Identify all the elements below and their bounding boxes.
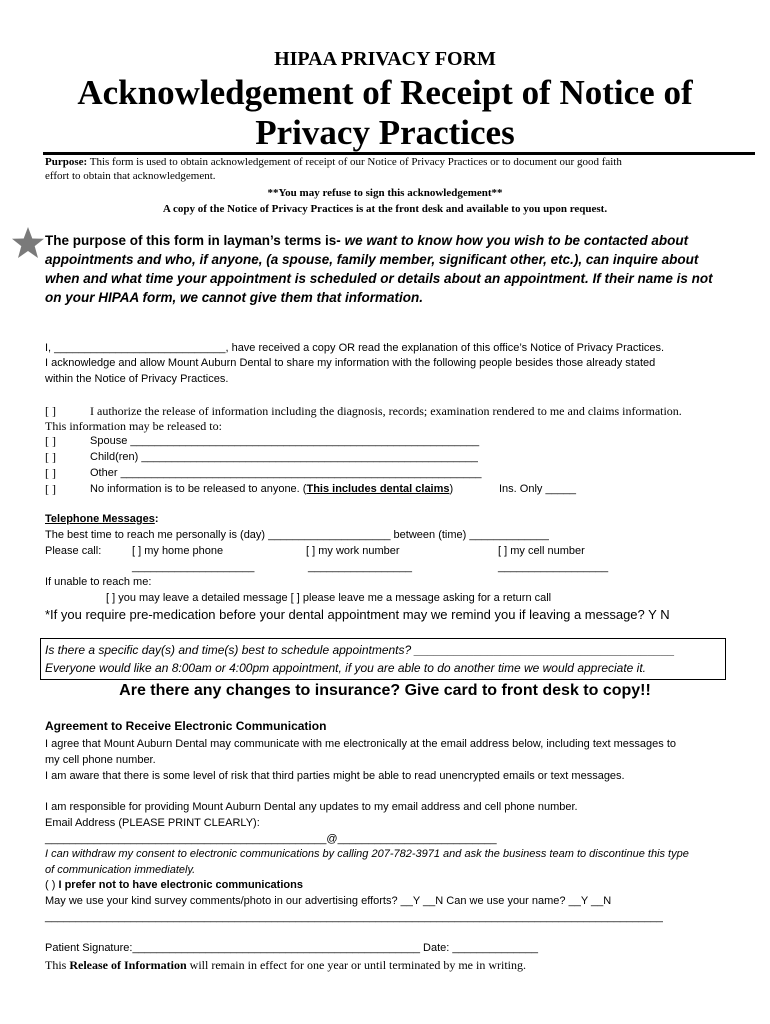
electronic-p2: my cell phone number. xyxy=(45,754,156,766)
work-number-option[interactable]: [ ] my work number xyxy=(306,545,400,557)
release-to-text: This information may be released to: xyxy=(45,419,222,433)
star-icon xyxy=(11,226,45,260)
email-field[interactable]: ______________________________________________@__________________________ xyxy=(45,833,497,845)
children-checkbox[interactable]: [ ] xyxy=(45,450,56,464)
dental-claims-note: This includes dental claims xyxy=(306,483,450,495)
layman-line3: when and what time your appointment is scheduled or details about an appointment. If their name is not xyxy=(45,271,713,286)
layman-line2: appointments and who, if anyone, (a spouse, family member, significant other, etc.), can inquire about xyxy=(45,252,699,267)
spouse-field[interactable]: Spouse _________________________________________________________ xyxy=(90,435,480,447)
purpose-label: Purpose: xyxy=(45,156,88,168)
schedule-question[interactable]: Is there a specific day(s) and time(s) best to schedule appointments? _______________________________________ xyxy=(45,643,675,657)
email-label: Email Address (PLEASE PRINT CLEARLY): xyxy=(45,817,260,829)
signature-line[interactable]: Patient Signature:_______________________________________________ Date: ______________ xyxy=(45,942,539,954)
release-authorize-text: I authorize the release of information including the diagnosis, records; examination rendered to me and claims information. xyxy=(90,404,682,418)
no-info-checkbox[interactable]: [ ] xyxy=(45,482,56,496)
please-call-label: Please call: xyxy=(45,545,102,557)
premedication-question: *If you require pre-medication before your dental appointment may we remind you if leaving a message? Y N xyxy=(45,607,670,622)
release-checkbox[interactable]: [ ] xyxy=(45,404,56,418)
message-options[interactable]: [ ] you may leave a detailed message [ ] please leave me a message asking for a return call xyxy=(106,592,552,604)
best-time-line[interactable]: The best time to reach me personally is (day) ____________________ between (time) _____________ xyxy=(45,529,549,541)
opt-out-checkbox[interactable]: ( ) xyxy=(45,879,59,891)
layman-line4: on your HIPAA form, we cannot give them that information. xyxy=(45,290,424,305)
refuse-note: **You may refuse to sign this acknowledgement** xyxy=(267,187,503,199)
work-number-field[interactable]: _________________ xyxy=(308,561,413,573)
withdraw-line1: I can withdraw my consent to electronic communications by calling 207-782-3971 and ask the business team to discontinue this type xyxy=(45,848,689,860)
other-field[interactable]: Other ___________________________________________________________ xyxy=(90,467,482,479)
unable-reach-label: If unable to reach me: xyxy=(45,576,152,588)
insurance-notice: Are there any changes to insurance? Give card to front desk to copy!! xyxy=(119,682,651,699)
page-title-line2: Privacy Practices xyxy=(255,113,515,152)
home-phone-field[interactable]: ____________________ xyxy=(132,561,255,573)
electronic-p4: I am responsible for providing Mount Auburn Dental any updates to my email address and cell phone number. xyxy=(45,801,578,813)
schedule-note: Everyone would like an 8:00am or 4:00pm appointment, if you are able to do another time we would appreciate it. xyxy=(45,661,647,675)
electronic-p3: I am aware that there is some level of risk that third parties might be able to read unencrypted emails or text messages. xyxy=(45,770,625,782)
withdraw-line2: of communication immediately. xyxy=(45,864,196,876)
layman-line1: The purpose of this form in layman’s terms is- we want to know how you wish to be contacted about xyxy=(45,233,689,248)
purpose-text-line2: effort to obtain that acknowledgement. xyxy=(45,170,216,182)
comments-line[interactable]: _____________________________________________________________________________________________________ xyxy=(45,911,663,923)
spouse-checkbox[interactable]: [ ] xyxy=(45,434,56,448)
children-field[interactable]: Child(ren) _______________________________________________________ xyxy=(90,451,478,463)
telephone-heading: Telephone Messages: xyxy=(45,513,159,525)
electronic-p1: I agree that Mount Auburn Dental may communicate with me electronically at the email address below, including text messages to xyxy=(45,738,676,750)
ack-line3: within the Notice of Privacy Practices. xyxy=(45,373,229,385)
ack-line2: I acknowledge and allow Mount Auburn Dental to share my information with the following people besides those already stated xyxy=(45,357,656,369)
ack-line1: I, ____________________________, have received a copy OR read the explanation of this office’s Notice of Privacy Practices. xyxy=(45,342,665,354)
copy-note: A copy of the Notice of Privacy Practices is at the front desk and available to you upon request. xyxy=(162,203,608,215)
no-info-text: No information is to be released to anyone. (This includes dental claims) xyxy=(90,483,454,495)
electronic-heading: Agreement to Receive Electronic Communication xyxy=(45,719,327,733)
other-checkbox[interactable]: [ ] xyxy=(45,466,56,480)
home-phone-option[interactable]: [ ] my home phone xyxy=(132,545,224,557)
ins-only-field[interactable]: Ins. Only _____ xyxy=(499,483,577,495)
release-duration-note: This Release of Information will remain in effect for one year or until terminated by me in writing. xyxy=(45,958,526,972)
form-type-heading: HIPAA PRIVACY FORM xyxy=(274,48,496,70)
purpose-text-line1: Purpose: This form is used to obtain acknowledgement of receipt of our Notice of Privacy Practices or to document our good faith xyxy=(45,156,622,168)
cell-number-field[interactable]: __________________ xyxy=(498,561,609,573)
page-title: Acknowledgement of Receipt of Notice of xyxy=(77,73,693,112)
survey-question[interactable]: May we use your kind survey comments/photo in our advertising efforts? __Y __N Can we use your name? __Y __N xyxy=(45,895,612,907)
cell-number-option[interactable]: [ ] my cell number xyxy=(498,545,585,557)
opt-out-line: ( ) I prefer not to have electronic communications xyxy=(45,879,303,891)
title-divider xyxy=(43,152,755,155)
